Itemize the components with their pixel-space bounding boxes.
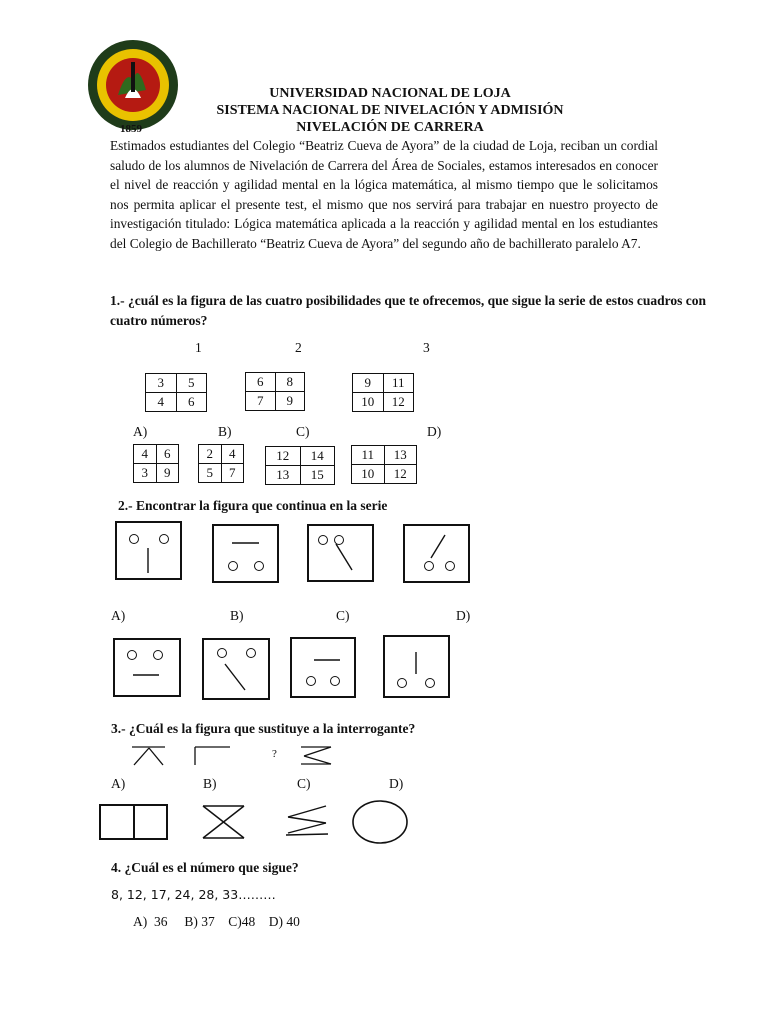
q3-option-c-figure <box>282 803 334 839</box>
grid-cell: 6 <box>176 393 207 412</box>
grid-cell: 4 <box>146 393 177 412</box>
q1-option-b-grid <box>198 444 244 483</box>
q1-option-label-c: C) <box>296 424 310 439</box>
grid-cell: 10 <box>353 393 384 412</box>
grid-cell: 3 <box>146 374 177 393</box>
grid-cell: 5 <box>199 464 222 483</box>
q3-series-figure-4 <box>298 744 336 768</box>
q3-option-b-figure <box>200 803 248 841</box>
q3-option-label-b: B) <box>203 776 217 791</box>
q1-series-label-2: 2 <box>295 340 302 355</box>
q1-option-label-a: A) <box>133 424 148 439</box>
grid-cell: 12 <box>266 447 301 466</box>
q3-question: 3.- ¿Cuál es la figura que sustituye a la interrogante? <box>111 721 416 736</box>
grid-cell: 13 <box>266 466 301 485</box>
grid-cell: 6 <box>246 373 276 392</box>
q2-question: 2.- Encontrar la figura que continua en la serie <box>118 498 388 513</box>
grid-cell: 4 <box>221 445 244 464</box>
grid-cell: 13 <box>384 446 417 465</box>
grid-cell: 11 <box>352 446 385 465</box>
seal-year: 1859 <box>120 123 142 135</box>
q2-option-d-figure <box>383 635 450 698</box>
q3-series-figure-1 <box>130 744 170 768</box>
q3-missing-figure: ? <box>272 748 277 760</box>
q1-series-grid-3 <box>352 373 414 412</box>
grid-cell: 9 <box>353 374 384 393</box>
grid-cell: 15 <box>300 466 335 485</box>
q2-series-figure-4 <box>403 524 470 583</box>
q3-option-label-a: A) <box>111 776 126 791</box>
q4-sequence: 8, 12, 17, 24, 28, 33……… <box>111 887 276 902</box>
grid-cell: 11 <box>383 374 414 393</box>
q4-question: 4. ¿Cuál es el número que sigue? <box>111 860 299 875</box>
q3-option-a-figure <box>98 803 170 841</box>
q2-series-figure-3 <box>307 524 374 582</box>
grid-cell: 8 <box>275 373 305 392</box>
q1-option-a-grid <box>133 444 179 483</box>
header-leveling: NIVELACIÓN DE CARRERA <box>296 120 484 135</box>
grid-cell: 4 <box>134 445 157 464</box>
q3-option-d-figure <box>350 798 410 846</box>
q2-option-a-figure <box>113 638 181 697</box>
q2-option-label-a: A) <box>111 608 126 623</box>
q1-option-label-b: B) <box>218 424 232 439</box>
q2-option-label-b: B) <box>230 608 244 623</box>
grid-cell: 6 <box>156 445 179 464</box>
grid-cell: 14 <box>300 447 335 466</box>
q1-question: 1.- ¿cuál es la figura de las cuatro posibilidades que te ofrecemos, que sigue la serie de estos cuadros con cuatro números? <box>110 293 706 328</box>
q3-series-figure-2 <box>192 744 234 768</box>
q1-series-label-3: 3 <box>423 340 430 355</box>
header-university: UNIVERSIDAD NACIONAL DE LOJA <box>269 86 511 101</box>
grid-cell: 12 <box>383 393 414 412</box>
q1-series-label-1: 1 <box>195 340 202 355</box>
q1-series-grid-2 <box>245 372 305 411</box>
q1-option-label-d: D) <box>427 424 442 439</box>
q2-option-label-d: D) <box>456 608 471 623</box>
grid-cell: 3 <box>134 464 157 483</box>
grid-cell: 9 <box>156 464 179 483</box>
q2-option-label-c: C) <box>336 608 350 623</box>
q2-option-c-figure <box>290 637 356 698</box>
header-system: SISTEMA NACIONAL DE NIVELACIÓN Y ADMISIÓN <box>216 103 564 118</box>
grid-cell: 7 <box>221 464 244 483</box>
q3-option-label-d: D) <box>389 776 404 791</box>
grid-cell: 9 <box>275 392 305 411</box>
q4-answer-options: A) 36 B) 37 C)48 D) 40 <box>133 914 300 929</box>
q1-option-d-grid <box>351 445 417 484</box>
q1-option-c-grid <box>265 446 335 485</box>
grid-cell: 10 <box>352 465 385 484</box>
q1-series-grid-1 <box>145 373 207 412</box>
grid-cell: 12 <box>384 465 417 484</box>
grid-cell: 2 <box>199 445 222 464</box>
q2-series-figure-2 <box>212 524 279 583</box>
q3-option-label-c: C) <box>297 776 311 791</box>
intro-paragraph: Estimados estudiantes del Colegio “Beatriz Cueva de Ayora” de la ciudad de Loja, reciban un cordial saludo de los alumnos de Nivelación de Carrera del Área de Sociales, estamos interesados en conocer el nivel de reacción y agilidad mental en la lógica matemática, al mismo tiempo que le solicitamos nos permita aplicar el presente test, el mismo que nos servirá para trabajar en nuestro proyecto de investigación titulado: Lógica matemática aplicada a la reacción y agilidad mental en los estudiantes del Colegio de Bachillerato “Beatriz Cueva de Ayora” del segundo año de bachillerato paralelo A7. <box>110 138 658 251</box>
q2-option-b-figure <box>202 638 270 700</box>
grid-cell: 7 <box>246 392 276 411</box>
grid-cell: 5 <box>176 374 207 393</box>
q2-series-figure-1 <box>115 521 182 580</box>
